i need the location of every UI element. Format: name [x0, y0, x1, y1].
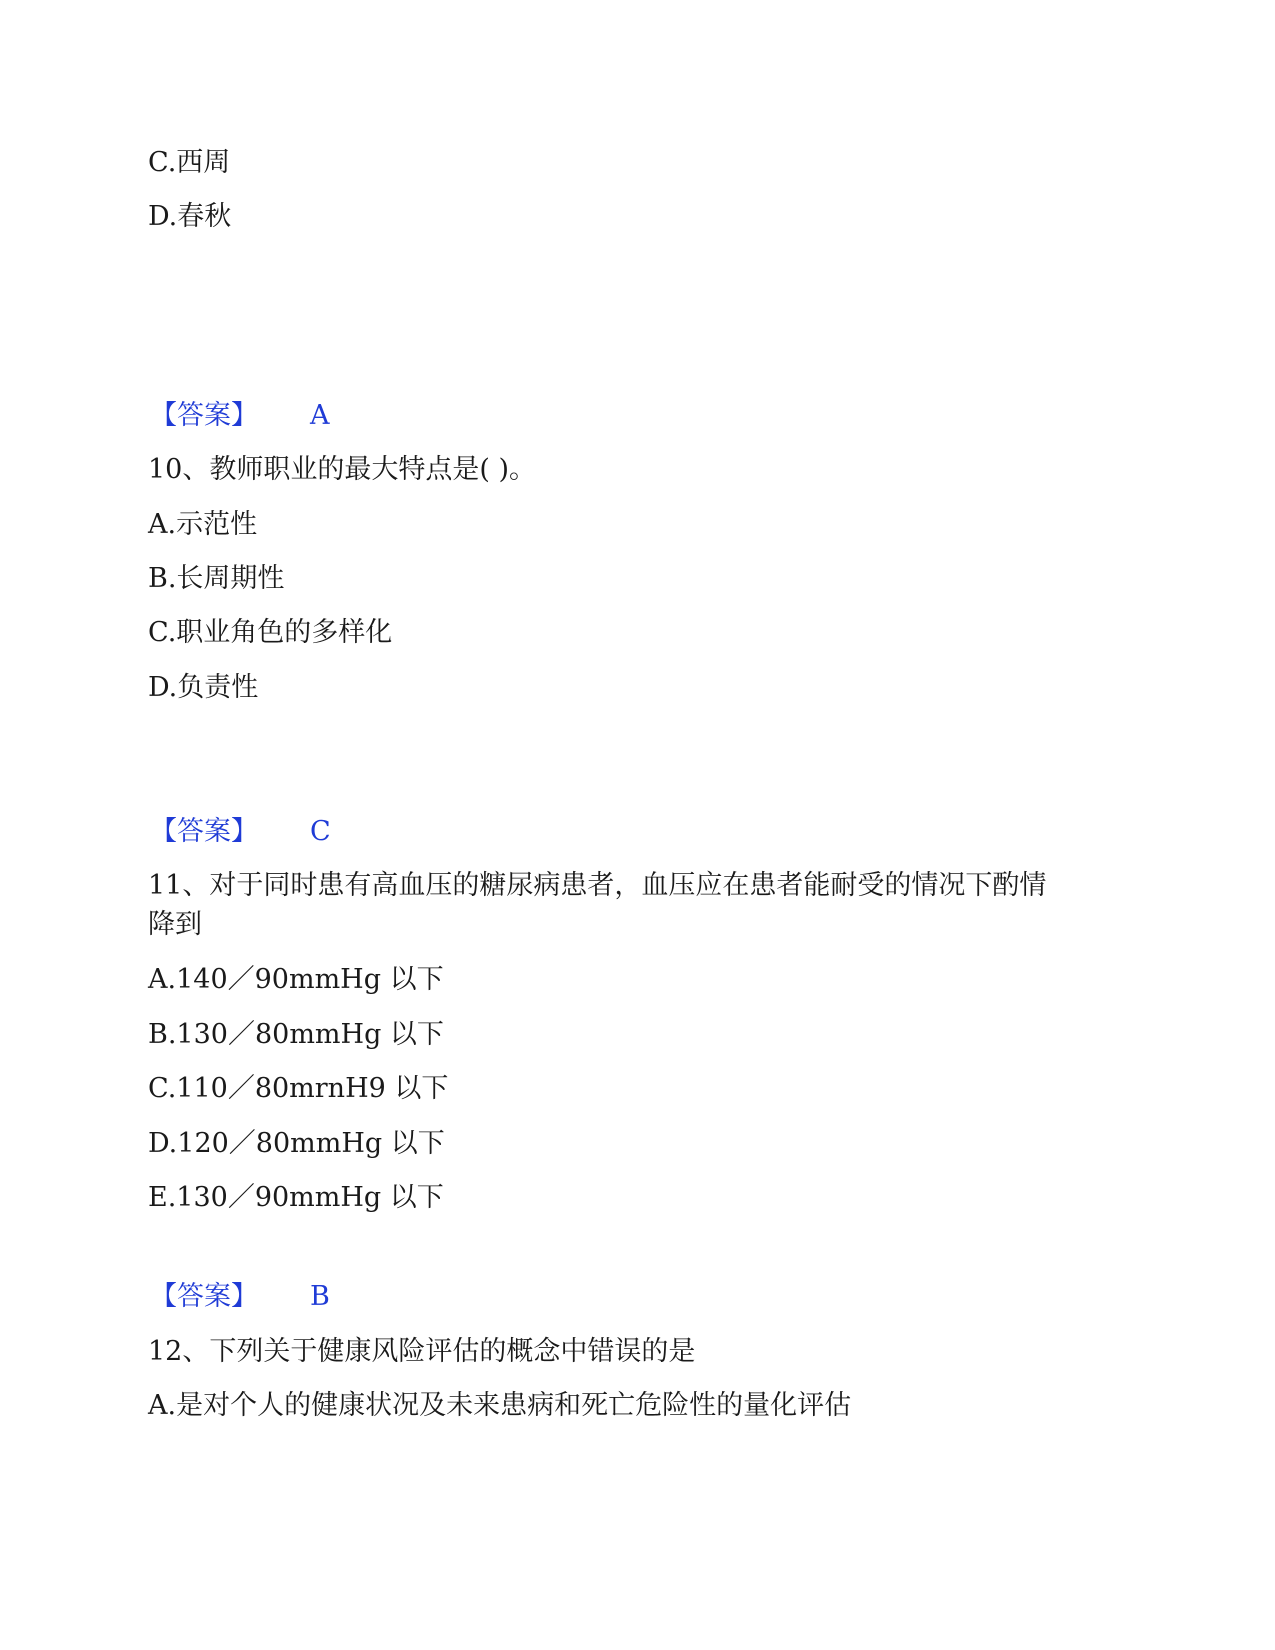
q11-question-line2: 降到 — [148, 909, 202, 940]
q9-option-c: D.春秋 — [148, 201, 232, 232]
answer-value: C — [310, 816, 331, 847]
q11-option-a: A.140／90mmHg 以下 — [148, 964, 444, 995]
answer-value: A — [310, 400, 330, 431]
q9-option-b: C.西周 — [148, 147, 231, 178]
q10-question: 10、教师职业的最大特点是( )。 — [148, 454, 537, 485]
q12-question: 12、下列关于健康风险评估的概念中错误的是 — [148, 1336, 696, 1367]
q11-option-d: D.120／80mmHg 以下 — [148, 1128, 445, 1159]
q11-option-b: B.130／80mmHg 以下 — [148, 1019, 444, 1050]
q10-answer — [150, 812, 331, 852]
answer-label: 【答案】 — [150, 816, 258, 847]
q11-answer — [150, 1277, 330, 1317]
answer-label: 【答案】 — [150, 400, 258, 431]
q10-option-c: C.职业角色的多样化 — [148, 617, 393, 648]
q10-option-b: B.长周期性 — [148, 563, 285, 594]
q9-answer — [150, 396, 330, 436]
q11-option-e: E.130／90mmHg 以下 — [148, 1182, 444, 1213]
q10-option-d: D.负责性 — [148, 672, 259, 703]
q11-option-c: C.110／80mrnH9 以下 — [148, 1073, 449, 1104]
q12-option-a: A.是对个人的健康状况及未来患病和死亡危险性的量化评估 — [148, 1390, 852, 1421]
answer-label: 【答案】 — [150, 1281, 258, 1312]
q11-question-line1: 11、对于同时患有高血压的糖尿病患者，血压应在患者能耐受的情况下酌情 — [148, 870, 1047, 901]
answer-value: B — [310, 1281, 330, 1312]
q10-option-a: A.示范性 — [148, 509, 258, 540]
